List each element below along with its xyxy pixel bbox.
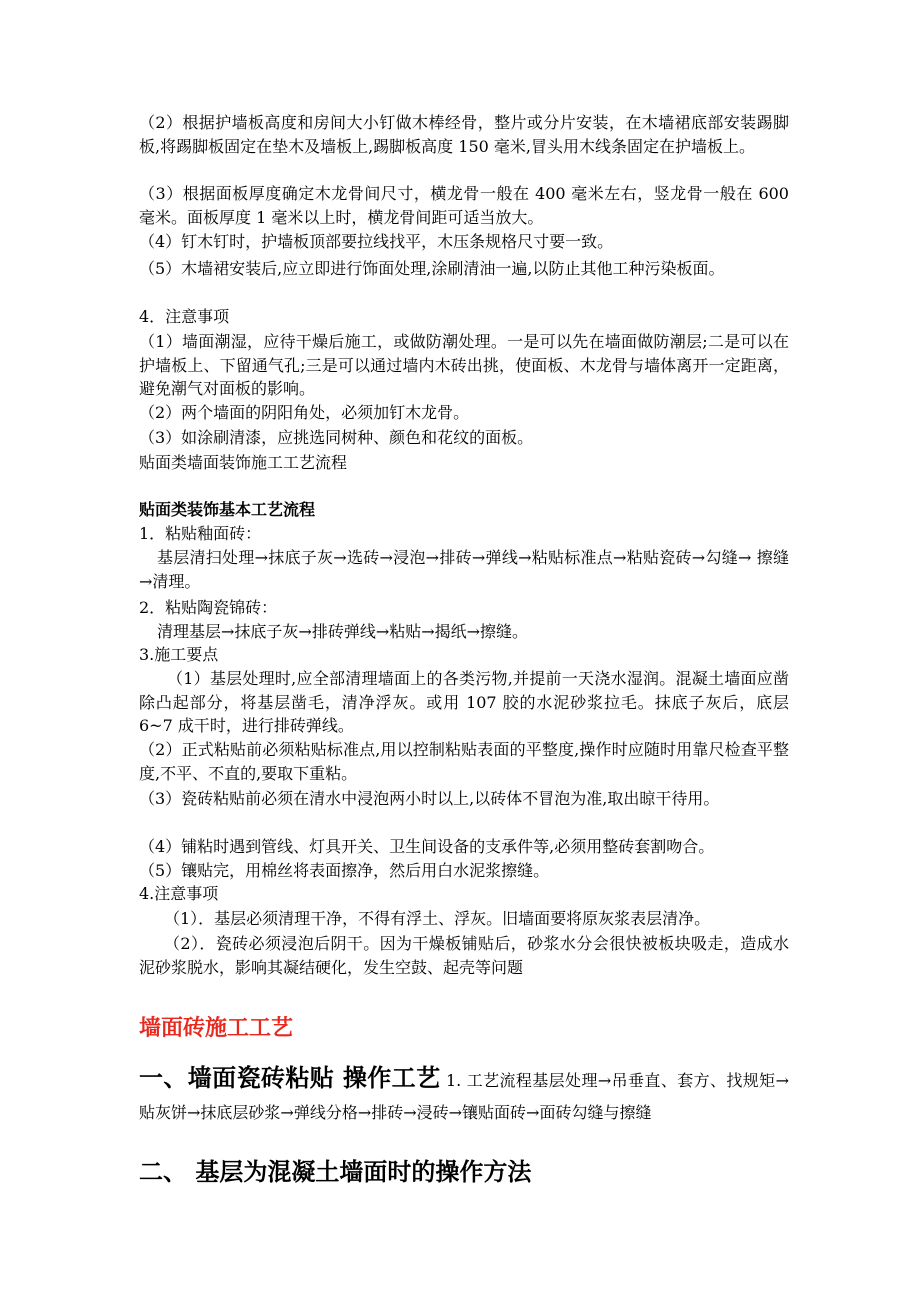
paragraph-standard-points: （2）正式粘贴前必须粘贴标准点,用以控制粘贴表面的平整度,操作时应随时用靠尺检查平整度,不平、不直的,要取下重粘。 — [139, 740, 789, 783]
paragraph-mosaic-steps: 清理基层→抹底子灰→排砖弹线→粘贴→揭纸→擦缝。 — [157, 622, 529, 641]
paragraph-moisture: （1）墙面潮湿，应待干燥后施工，或做防潮处理。一是可以先在墙面做防潮层;二是可以在护墙板上、下留通气孔;三是可以通过墙内木砖出挑，使面板、木龙骨与墙体离开一定距离，避免潮气对面板的影响。 — [139, 332, 789, 398]
paragraph-keel-spacing: （3）根据面板厚度确定木龙骨间尺寸，横龙骨一般在 400 毫米左右，竖龙骨一般在 600 毫米。面板厚度 1 毫米以上时，横龙骨间距可适当放大。 — [139, 184, 789, 227]
paragraph-fittings: （4）铺粘时遇到管线、灯具开关、卫生间设备的支承件等,必须用整砖套割吻合。 — [139, 837, 715, 856]
heading-glazed-tile: 1．粘贴釉面砖： — [139, 524, 262, 543]
paragraph-corners: （2）两个墙面的阴阳角处，必须加钉木龙骨。 — [139, 403, 470, 422]
paragraph-panel-install: （2）根据护墙板高度和房间大小钉做木棒经骨，整片或分片安装，在木墙裙底部安装踢脚板,将踢脚板固定在垫木及墙板上,踢脚板高度 150 毫米,冒头用木线条固定在护墙板上。 — [139, 113, 789, 156]
red-section-title: 墙面砖施工工艺 — [139, 1015, 294, 1041]
paragraph-nailing: （4）钉木钉时，护墙板顶部要拉线找平，木压条规格尺寸要一致。 — [139, 232, 614, 251]
section-one-heading: 一、墙面瓷砖粘贴 操作工艺 — [139, 1063, 441, 1092]
heading-key-points: 3.施工要点 — [139, 645, 219, 664]
heading-notes-2: 4.注意事项 — [139, 884, 219, 903]
section-two-heading: 二、 基层为混凝土墙面时的操作方法 — [139, 1157, 532, 1186]
section-two — [139, 1155, 789, 1192]
heading-mosaic-tile: 2．粘贴陶瓷锦砖： — [139, 598, 278, 617]
paragraph-finish: （5）木墙裙安装后,应立即进行饰面处理,涂刷清油一遍,以防止其他工种污染板面。 — [139, 259, 725, 278]
paragraph-soak-dry: （2）．瓷砖必须浸泡后阴干。因为干燥板铺贴后，砂浆水分会很快被板块吸走，造成水泥砂浆脱水，影响其凝结硬化，发生空鼓、起壳等问题 — [139, 934, 789, 977]
section-one — [139, 1062, 789, 1129]
paragraph-base-treatment: （1）基层处理时,应全部清理墙面上的各类污物,并提前一天浇水湿润。混凝土墙面应凿除凸起部分，将基层凿毛，清净浮灰。或用 107 胶的水泥砂浆拉毛。抹底子灰后，底层 6~7 成干时，进行排砖弹线。 — [139, 669, 789, 735]
section-one-process: 1. 工艺流程基层处理→吊垂直、套方、找规矩→贴灰饼→抹底层砂浆→弹线分格→排砖→浸砖→镶贴面砖→面砖勾缝与擦缝 — [139, 1071, 789, 1122]
paragraph-glazed-tile-steps: 基层清扫处理→抹底子灰→选砖→浸泡→排砖→弹线→粘贴标准点→粘贴瓷砖→勾缝→ 擦缝→清理。 — [139, 548, 789, 591]
heading-notes: 4．注意事项 — [139, 307, 230, 326]
heading-basic-process: 贴面类装饰基本工艺流程 — [139, 500, 316, 519]
paragraph-soak-tiles: （3）瓷砖粘贴前必须在清水中浸泡两小时以上,以砖体不冒泡为准,取出晾干待用。 — [139, 789, 720, 808]
paragraph-cleaning: （5）镶贴完，用棉丝将表面擦净，然后用白水泥浆擦缝。 — [139, 861, 550, 880]
paragraph-section-title: 贴面类墙面装饰施工工艺流程 — [139, 453, 348, 472]
paragraph-varnish: （3）如涂刷清漆，应挑选同树种、颜色和花纹的面板。 — [139, 428, 534, 447]
paragraph-clean-base: （1）．基层必须清理干净，不得有浮土、浮灰。旧墙面要将原灰浆表层清净。 — [164, 909, 711, 928]
